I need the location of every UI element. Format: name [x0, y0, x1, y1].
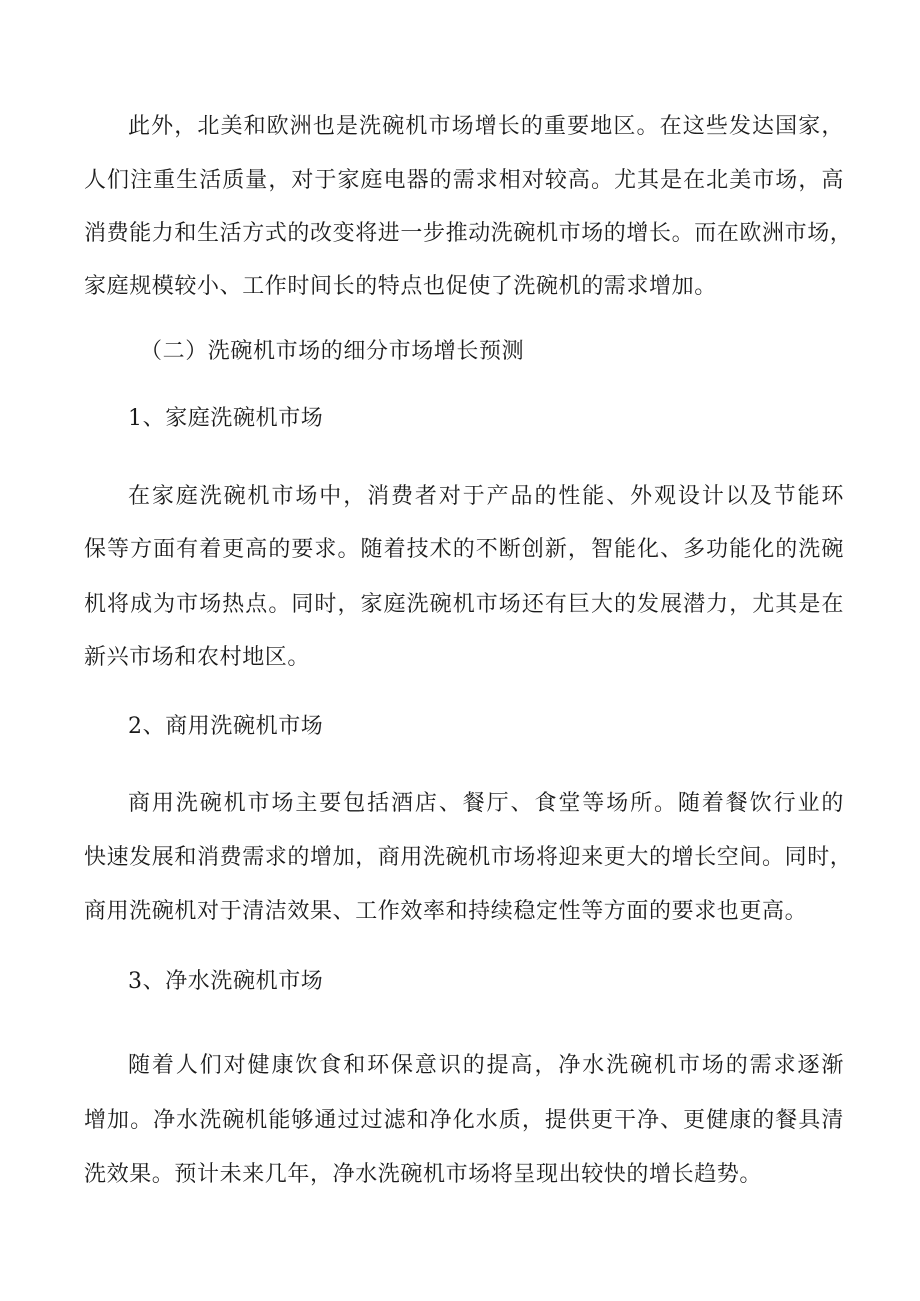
subheading-purified-water: 3、净水洗碗机市场 [128, 969, 324, 994]
paragraph-4-line-2: 增加。净水洗碗机能够通过过滤和净化水质，提供更干净、更健康的餐具清 [84, 1108, 844, 1133]
paragraph-1-line-3: 消费能力和生活方式的改变将进一步推动洗碗机市场的增长。而在欧洲市场， [84, 221, 853, 246]
paragraph-3-line-3: 商用洗碗机对于清洁效果、工作效率和持续稳定性等方面的要求也更高。 [84, 899, 808, 924]
paragraph-3-line-2: 快速发展和消费需求的增加，商用洗碗机市场将迎来更大的增长空间。同时， [84, 845, 853, 870]
subheading-commercial: 2、商用洗碗机市场 [128, 714, 324, 739]
section-heading: （二）洗碗机市场的细分市场增长预测 [140, 339, 525, 364]
subheading-household: 1、家庭洗碗机市场 [128, 406, 324, 431]
paragraph-4-line-3: 洗效果。预计未来几年，净水洗碗机市场将呈现出较快的增长趋势。 [84, 1162, 763, 1187]
paragraph-4-line-1: 随着人们对健康饮食和环保意识的提高，净水洗碗机市场的需求逐渐 [128, 1053, 844, 1078]
paragraph-1-line-1: 此外，北美和欧洲也是洗碗机市场增长的重要地区。在这些发达国家， [128, 114, 844, 139]
paragraph-3-line-1: 商用洗碗机市场主要包括酒店、餐厅、食堂等场所。随着餐饮行业的 [128, 791, 844, 816]
paragraph-1-line-4: 家庭规模较小、工作时间长的特点也促使了洗碗机的需求增加。 [84, 274, 717, 299]
paragraph-2-line-1: 在家庭洗碗机市场中，消费者对于产品的性能、外观设计以及节能环 [128, 484, 844, 509]
paragraph-1-line-2: 人们注重生活质量，对于家庭电器的需求相对较高。尤其是在北美市场，高 [84, 168, 844, 193]
paragraph-2-line-4: 新兴市场和农村地区。 [84, 645, 311, 670]
paragraph-2-line-2: 保等方面有着更高的要求。随着技术的不断创新，智能化、多功能化的洗碗 [84, 537, 844, 562]
paragraph-2-line-3: 机将成为市场热点。同时，家庭洗碗机市场还有巨大的发展潜力，尤其是在 [84, 592, 844, 617]
